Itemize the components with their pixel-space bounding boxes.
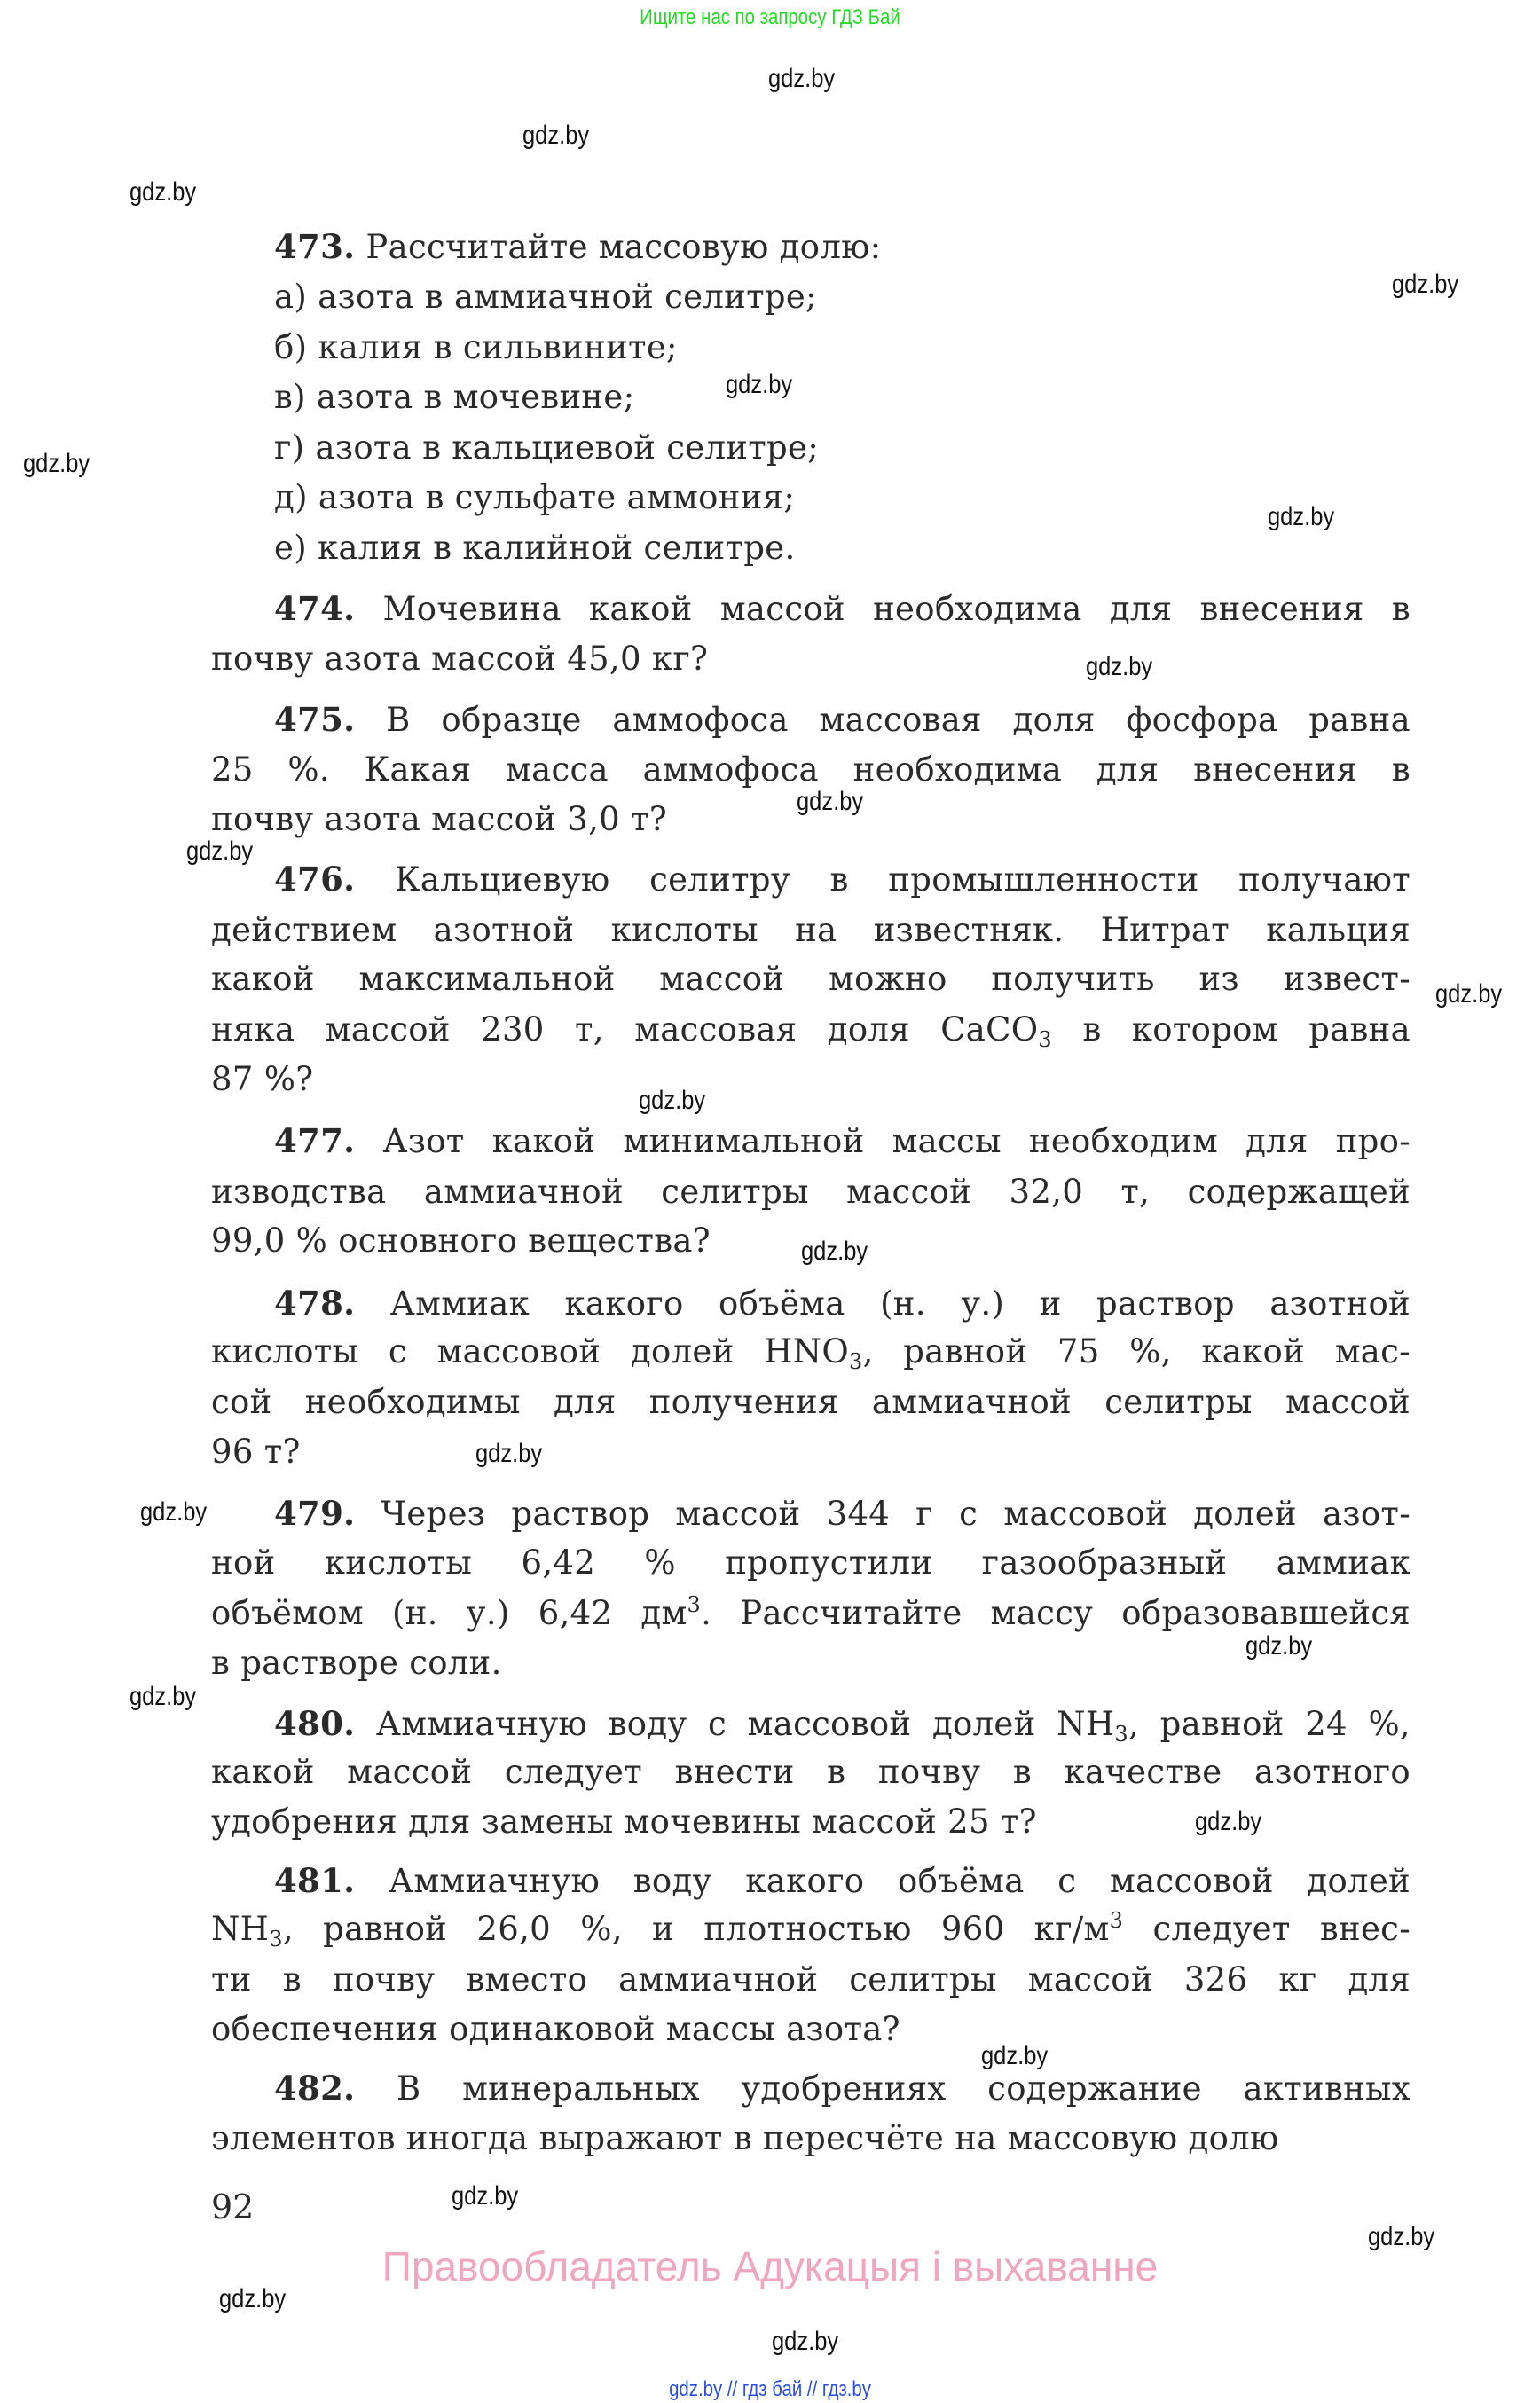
problem-478-line <box>211 1378 1410 1427</box>
text-segment: 99,0 % основного вещества? <box>211 1221 711 1260</box>
gdz-watermark: gdz.by <box>639 1086 706 1115</box>
problem-476-line <box>211 1055 1410 1104</box>
text-segment: какой массой следует внести в почву в качестве азотного <box>211 1753 1410 1791</box>
text-segment: ти в почву вместо аммиачной селитры массой 326 кг для <box>211 1960 1410 1999</box>
text-segment: Через раствор массой 344 г с массовой долей азот- <box>381 1495 1411 1533</box>
gdz-watermark: gdz.by <box>1195 1807 1262 1836</box>
subscript: 3 <box>269 1927 283 1951</box>
text-segment: 87 %? <box>211 1060 314 1098</box>
text-segment: почву азота массой 3,0 т? <box>211 800 667 838</box>
problem-478-line <box>211 1327 1410 1377</box>
text-segment: действием азотной кислоты на известняк. Нитрат кальция <box>211 911 1410 949</box>
gdz-watermark: gdz.by <box>801 1237 868 1266</box>
text-segment: сой необходимы для получения аммиачной селитры массой <box>211 1383 1410 1421</box>
gdz-watermark: gdz.by <box>726 370 793 399</box>
gdz-watermark: gdz.by <box>1435 979 1503 1009</box>
text-segment: Азот какой минимальной массы необходим для про- <box>382 1122 1410 1160</box>
text-segment: ной кислоты 6,42 % пропустили газообразный аммиак <box>211 1543 1410 1582</box>
text-segment: В минеральных удобрениях содержание активных <box>396 2069 1411 2108</box>
problem-473-line <box>274 423 1410 473</box>
text-segment: а) азота в аммиачной селитре; <box>274 278 817 316</box>
gdz-watermark: gdz.by <box>219 2284 287 2313</box>
text-segment: элементов иногда выражают в пересчёте на массовую долю <box>211 2119 1279 2157</box>
problem-479-line <box>274 1488 1410 1538</box>
problem-480-line <box>211 1747 1410 1797</box>
text-segment: следует внес- <box>1123 1910 1410 1948</box>
problem-473-line <box>274 523 1410 573</box>
gdz-watermark: gdz.by <box>186 836 254 866</box>
text-segment: . Рассчитайте массу образовавшейся <box>701 1594 1410 1632</box>
superscript: 3 <box>687 1592 702 1617</box>
problem-476-line <box>211 1005 1410 1055</box>
problem-479-line <box>211 1638 1410 1688</box>
problem-number: 482. <box>274 2069 356 2108</box>
text-segment: Аммиачную воду с массовой долей NH <box>375 1705 1115 1743</box>
problem-478-line <box>211 1427 1410 1477</box>
problem-477-line <box>274 1116 1410 1166</box>
problem-481-line <box>211 1904 1410 1954</box>
text-segment: Мочевина какой массой необходима для внесения в <box>382 590 1410 628</box>
gdz-watermark: gdz.by <box>981 2041 1049 2070</box>
problem-479-line <box>211 1589 1410 1638</box>
text-segment: объёмом (н. у.) 6,42 дм <box>211 1594 688 1632</box>
text-segment: Аммиачную воду какого объёма с массовой долей <box>389 1862 1411 1900</box>
text-segment: 25 %. Какая масса аммофоса необходима для внесения в <box>211 750 1410 789</box>
problem-number: 474. <box>274 589 356 628</box>
subscript: 3 <box>849 1349 863 1374</box>
problem-473-line <box>274 323 1410 373</box>
gdz-watermark: gdz.by <box>140 1497 208 1527</box>
text-segment: какой максимальной массой можно получить из извест- <box>211 960 1410 998</box>
gdz-watermark: gdz.by <box>23 449 90 478</box>
problem-number: 479. <box>274 1494 356 1533</box>
page-number: 92 <box>211 2187 255 2226</box>
gdz-watermark: gdz.by <box>768 64 836 93</box>
copyright-notice: Правообладатель Адукацыя і выхаванне <box>381 2243 1159 2289</box>
text-segment: в) азота в мочевине; <box>274 378 635 416</box>
gdz-watermark: gdz.by <box>130 177 197 207</box>
text-segment: д) азота в сульфате аммония; <box>274 478 796 516</box>
text-segment: Аммиак какого объёма (н. у.) и раствор азотной <box>389 1284 1411 1323</box>
gdz-watermark: gdz.by <box>452 2181 519 2211</box>
problem-479-line <box>211 1538 1410 1588</box>
text-segment: в котором равна <box>1052 1010 1410 1048</box>
gdz-watermark: gdz.by <box>522 121 590 150</box>
problem-476-line <box>211 906 1410 955</box>
text-segment: 96 т? <box>211 1433 301 1471</box>
problem-number: 477. <box>274 1121 356 1160</box>
text-segment: Кальциевую селитру в промышленности получают <box>394 860 1410 899</box>
gdz-watermark: gdz.by <box>1368 2222 1435 2251</box>
text-segment: г) азота в кальциевой селитре; <box>274 428 819 467</box>
gdz-watermark: gdz.by <box>1268 502 1335 531</box>
problem-480-line <box>274 1699 1410 1748</box>
text-segment: Рассчитайте массовую долю: <box>365 228 882 266</box>
problem-477-line <box>211 1167 1410 1217</box>
problem-482-line <box>274 2063 1410 2113</box>
problem-number: 480. <box>274 1704 356 1743</box>
problem-478-line <box>274 1278 1410 1328</box>
problem-473-line <box>274 473 1410 522</box>
gdz-watermark: gdz.by <box>772 2327 839 2356</box>
problem-481-line <box>211 1955 1410 2005</box>
problem-481-line <box>211 2005 1410 2054</box>
gdz-watermark: gdz.by <box>1086 652 1153 681</box>
problem-473-line <box>274 272 1410 322</box>
problem-473-line <box>274 373 1410 422</box>
text-segment: В образце аммофоса массовая доля фосфора равна <box>386 701 1410 739</box>
footer-links[interactable]: gdz.by // гдз бай // гдз.by <box>669 2377 871 2401</box>
problem-481-line <box>274 1856 1410 1905</box>
text-segment: б) калия в сильвините; <box>274 328 678 366</box>
problem-number: 473. <box>274 227 356 266</box>
problem-482-line <box>211 2114 1410 2163</box>
text-segment: в растворе соли. <box>211 1644 502 1682</box>
text-segment: удобрения для замены мочевины массой 25 т? <box>211 1802 1037 1841</box>
problem-474-line <box>274 584 1410 633</box>
gdz-watermark: gdz.by <box>1245 1631 1313 1661</box>
problem-474-line <box>211 634 1410 684</box>
superscript: 3 <box>1109 1908 1124 1933</box>
problem-number: 478. <box>274 1284 356 1323</box>
text-segment: изводства аммиачной селитры массой 32,0 т, содержащей <box>211 1173 1410 1211</box>
text-segment: , равной 24 %, <box>1128 1705 1410 1743</box>
text-segment: NH <box>211 1910 270 1948</box>
gdz-watermark: gdz.by <box>1392 270 1459 299</box>
search-hint-link[interactable]: Ищите нас по запросу ГДЗ Бай <box>640 5 900 29</box>
problem-473-line <box>274 222 1410 271</box>
problem-number: 475. <box>274 700 356 739</box>
text-segment: кислоты с массовой долей HNO <box>211 1332 850 1370</box>
text-segment: , равной 26,0 %, и плотностью 960 кг/м <box>282 1910 1110 1948</box>
problem-475-line <box>274 695 1410 744</box>
gdz-watermark: gdz.by <box>130 1682 197 1711</box>
subscript: 3 <box>1038 1027 1052 1052</box>
text-segment: почву азота массой 45,0 кг? <box>211 640 709 678</box>
text-segment: , равной 75 %, какой мас- <box>862 1332 1410 1370</box>
problem-476-line <box>274 854 1410 904</box>
problem-number: 476. <box>274 860 356 899</box>
gdz-watermark: gdz.by <box>475 1439 543 1468</box>
text-segment: няка массой 230 т, массовая доля CaCO <box>211 1010 1039 1048</box>
problem-476-line <box>211 954 1410 1004</box>
subscript: 3 <box>1114 1722 1128 1747</box>
problem-number: 481. <box>274 1861 356 1900</box>
gdz-watermark: gdz.by <box>797 787 864 816</box>
text-segment: обеспечения одинаковой массы азота? <box>211 2010 900 2048</box>
text-segment: е) калия в калийной селитре. <box>274 529 796 567</box>
